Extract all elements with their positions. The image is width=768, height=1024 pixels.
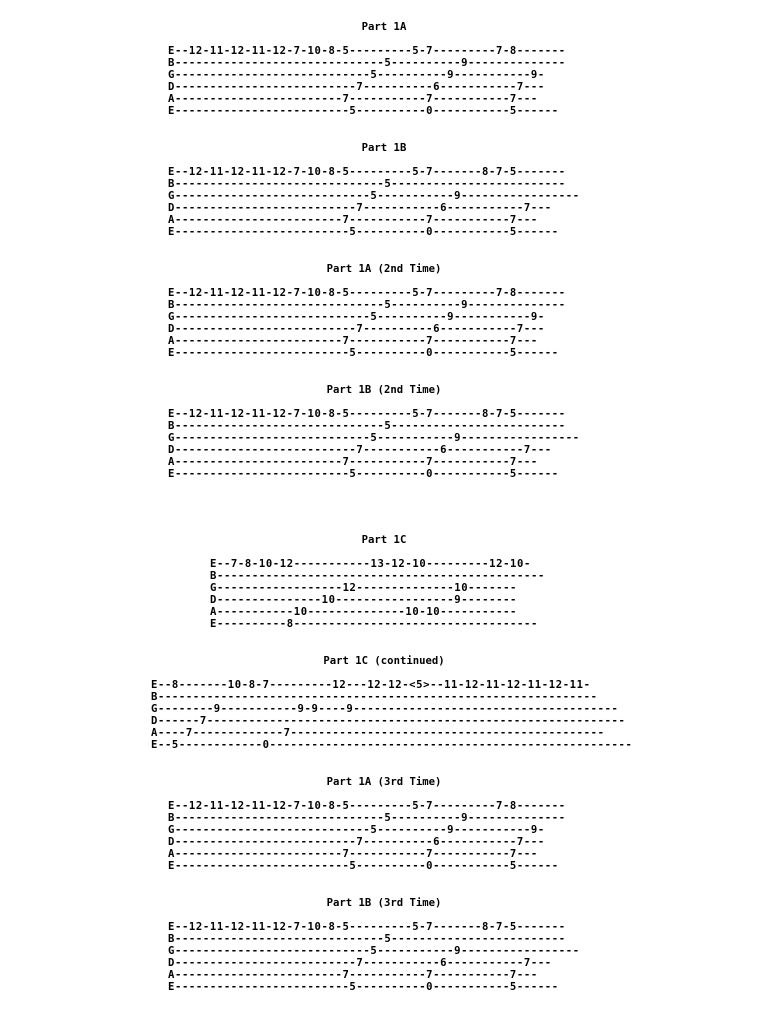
tab-string-g: G----------------------------5----------9-----------9- — [168, 311, 545, 324]
tab-string-high-e: E--12-11-12-11-12-7-10-8-5---------5-7---------7-8------- — [168, 287, 566, 299]
tab-staff — [168, 287, 566, 360]
tab-string-a: A------------------------7-----------7-----------7--- — [168, 969, 538, 982]
tab-string-a: A------------------------7-----------7-----------7--- — [168, 335, 538, 348]
tab-string-a: A------------------------7-----------7-----------7--- — [168, 848, 538, 861]
tab-staff — [168, 408, 580, 481]
tab-string-b: B--------------------------------------------------------------- — [151, 691, 598, 704]
tab-string-d: D------7------------------------------------------------------------ — [151, 715, 626, 728]
section-part-1a-2nd-time — [0, 263, 768, 360]
tab-string-low-e: E-------------------------5----------0-----------5------ — [168, 860, 559, 873]
section-heading: Part 1A (3rd Time) — [326, 776, 442, 788]
section-heading: Part 1A (2nd Time) — [326, 263, 442, 275]
tab-string-g: G----------------------------5-----------9----------------- — [168, 945, 580, 958]
tab-string-g: G----------------------------5----------9-----------9- — [168, 824, 545, 837]
section-heading: Part 1B (3rd Time) — [326, 897, 442, 909]
section-part-1c-continued — [0, 655, 768, 752]
tab-string-g: G----------------------------5-----------9----------------- — [168, 190, 580, 203]
tab-string-b: B------------------------------5----------9-------------- — [168, 57, 566, 70]
tab-string-b: B------------------------------5----------9-------------- — [168, 812, 566, 825]
tab-string-d: D--------------------------7-----------6-----------7--- — [168, 444, 552, 457]
tab-string-a: A------------------------7-----------7-----------7--- — [168, 456, 538, 469]
tab-string-a: A------------------------7-----------7-----------7--- — [168, 93, 538, 106]
tab-string-d: D---------------10-----------------9-------- — [210, 594, 518, 607]
section-part-1a-3rd-time — [0, 776, 768, 873]
section-heading: Part 1C — [361, 534, 407, 546]
tab-string-g: G----------------------------5-----------9----------------- — [168, 432, 580, 445]
tab-string-b: B------------------------------5----------9-------------- — [168, 299, 566, 312]
tab-staff — [168, 921, 580, 994]
tab-staff — [168, 800, 566, 873]
tab-string-d: D--------------------------7----------6-----------7--- — [168, 323, 545, 336]
tab-string-b: B----------------------------------------------- — [210, 570, 545, 583]
tab-string-low-e: E-------------------------5----------0-----------5------ — [168, 347, 559, 360]
tab-string-d: D--------------------------7----------6-----------7--- — [168, 81, 545, 94]
section-part-1c — [0, 534, 768, 631]
tab-string-high-e: E--12-11-12-11-12-7-10-8-5---------5-7---------7-8------- — [168, 45, 566, 57]
tab-string-high-e: E--7-8-10-12-----------13-12-10---------12-10- — [210, 558, 531, 570]
tab-string-g: G--------9-----------9-9----9-------------------------------------- — [151, 703, 619, 716]
tab-string-high-e: E--12-11-12-11-12-7-10-8-5---------5-7-------8-7-5------- — [168, 166, 566, 178]
section-heading: Part 1A — [361, 21, 407, 33]
tab-string-high-e: E--12-11-12-11-12-7-10-8-5---------5-7-------8-7-5------- — [168, 921, 566, 933]
section-part-1b — [0, 142, 768, 239]
tab-staff — [210, 558, 545, 631]
tab-string-b: B------------------------------5------------------------- — [168, 933, 566, 946]
tab-string-low-e: E----------8----------------------------------- — [210, 618, 538, 631]
section-heading: Part 1B (2nd Time) — [326, 384, 442, 396]
tab-string-d: D--------------------------7----------6-----------7--- — [168, 836, 545, 849]
tab-staff — [168, 45, 566, 118]
section-heading: Part 1C (continued) — [323, 655, 445, 667]
tab-string-high-e: E--12-11-12-11-12-7-10-8-5---------5-7-------8-7-5------- — [168, 408, 566, 420]
section-part-1b-2nd-time — [0, 384, 768, 481]
section-part-1b-3rd-time — [0, 897, 768, 994]
tab-string-a: A-----------10--------------10-10----------- — [210, 606, 518, 619]
tab-string-b: B------------------------------5------------------------- — [168, 178, 566, 191]
section-heading: Part 1B — [361, 142, 407, 154]
tab-string-low-e: E-------------------------5----------0-----------5------ — [168, 468, 559, 481]
tab-staff — [151, 679, 632, 752]
tab-string-high-e: E--8-------10-8-7---------12---12-12-<5>--11-12-11-12-11-12-11- — [151, 679, 591, 691]
tab-string-high-e: E--12-11-12-11-12-7-10-8-5---------5-7---------7-8------- — [168, 800, 566, 812]
section-part-1a — [0, 21, 768, 118]
tab-string-g: G----------------------------5----------9-----------9- — [168, 69, 545, 82]
tab-string-low-e: E--5------------0---------------------------------------------------- — [151, 739, 633, 752]
tab-string-b: B------------------------------5------------------------- — [168, 420, 566, 433]
tab-string-low-e: E-------------------------5----------0-----------5------ — [168, 105, 559, 118]
tab-string-a: A------------------------7-----------7-----------7--- — [168, 214, 538, 227]
tab-staff — [168, 166, 580, 239]
tab-string-d: D--------------------------7-----------6-----------7--- — [168, 202, 552, 215]
tab-string-low-e: E-------------------------5----------0-----------5------ — [168, 981, 559, 994]
tab-string-d: D--------------------------7-----------6-----------7--- — [168, 957, 552, 970]
tab-string-g: G------------------12--------------10------- — [210, 582, 518, 595]
tab-string-low-e: E-------------------------5----------0-----------5------ — [168, 226, 559, 239]
tab-string-a: A----7-------------7--------------------------------------------- — [151, 727, 605, 740]
